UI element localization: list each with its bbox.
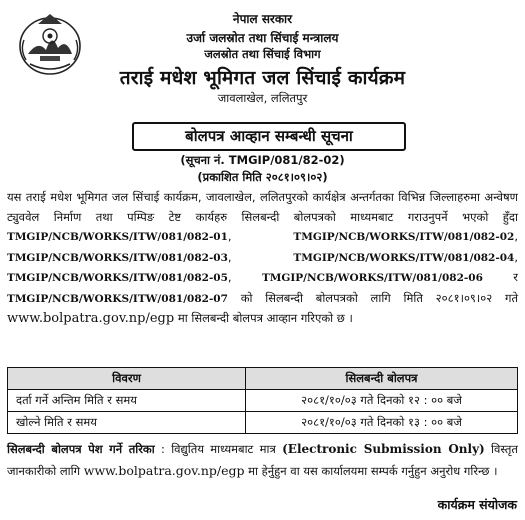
contract-number: TMGIP/NCB/WORKS/ITW/081/082-06	[261, 272, 483, 284]
signatory-title: कार्यक्रम संयोजक	[437, 497, 517, 512]
contract-number: TMGIP/NCB/WORKS/ITW/081/082-01	[7, 231, 228, 243]
row-label: दर्ता गर्ने अन्तिम मिति र समय	[8, 390, 246, 412]
submission-note: सिलबन्दी बोलपत्र पेश गर्ने तरिका : विद्युतिय माध्यमबाट मात्र (Electronic Submission Only) विस्तृत जानकारीको लागि www.bolpatra.gov.np/egp मा हेर्नुहुन वा यस कार्यालयमा सम्पर्क गर्नुहुन अनुरोध गरिन्छ ।	[7, 442, 518, 478]
table-row	[8, 390, 518, 412]
contract-number: TMGIP/NCB/WORKS/ITW/081/082-07	[7, 292, 228, 305]
column-header: सिलबन्दी बोलपत्र	[246, 368, 518, 390]
submission-method: विद्युतिय माध्यमबाट मात्र	[171, 442, 276, 456]
bolpatra-link[interactable]: www.bolpatra.gov.np/egp	[7, 311, 175, 326]
body-closing: को सिलबन्दी बोलपत्रको लागि मिति २०८१।०९।०२ गते	[240, 290, 519, 305]
row-label: खोल्ने मिति र समय	[8, 412, 246, 434]
row-value: २०८१/१०/०३ गते दिनको १२ : ०० बजे	[246, 390, 518, 412]
notice-number: (सूचना नं. TMGIP/081/82-02)	[180, 153, 345, 167]
government-name: नेपाल सरकार	[232, 12, 293, 26]
bolpatra-link-secondary[interactable]: www.bolpatra.gov.np/egp	[83, 463, 245, 478]
column-header: विवरण	[8, 368, 246, 390]
notice-title: बोलपत्र आव्हान सम्बन्धी सूचना	[132, 122, 406, 151]
submission-label: सिलबन्दी बोलपत्र पेश गर्ने तरिका	[7, 442, 155, 456]
contract-number: TMGIP/NCB/WORKS/ITW/081/082-03	[7, 251, 228, 264]
details-text-end: मा हेर्नुहुन वा यस कार्यालयमा सम्पर्क गर्नुहुन अनुरोध गरिन्छ ।	[248, 464, 498, 478]
publish-date: (प्रकाशित मिति २०८१।०९।०२)	[197, 170, 328, 184]
contract-number: TMGIP/NCB/WORKS/ITW/081/082-02	[293, 231, 515, 243]
table-header-row	[8, 368, 518, 390]
department-name: जलस्रोत तथा सिंचाई विभाग	[204, 47, 321, 61]
body-closing-end: मा सिलबन्दी बोलपत्र आव्हान गरिएको छ ।	[177, 311, 353, 325]
details-text: विस्तृत जानकारीको लागि	[7, 442, 518, 478]
body-intro: यस तराई मधेश भूमिगत जल सिंचाई कार्यक्रम, जावलाखेल, ललितपुरको कार्यक्षेत्र अन्तर्गतका विभिन्न जिल्लाहरुमा अन्वेषण ट्युववेल निर्माण तथा पम्पिङ टेष्ट कार्यहरु सिलबन्दी बोलपत्रको माध्यमबाट गराउनुपर्ने भएको हुँदा	[7, 190, 518, 224]
table-row	[8, 412, 518, 434]
row-value: २०८१/१०/०३ गते दिनको १३ : ०० बजे	[246, 412, 518, 434]
office-address: जावलाखेल, ललितपुर	[217, 91, 308, 105]
program-name: तराई मधेश भूमिगत जल सिंचाई कार्यक्रम	[119, 67, 406, 89]
contract-number: TMGIP/NCB/WORKS/ITW/081/082-05	[7, 272, 228, 284]
contract-number: TMGIP/NCB/WORKS/ITW/081/082-04	[293, 251, 515, 264]
notice-body: यस तराई मधेश भूमिगत जल सिंचाई कार्यक्रम, जावलाखेल, ललितपुरको कार्यक्षेत्र अन्तर्गतका विभिन्न जिल्लाहरुमा अन्वेषण ट्युववेल निर्माण तथा पम्पिङ टेष्ट कार्यहरु सिलबन्दी बोलपत्रको माध्यमबाट गराउनुपर्ने भएको हुँदा TMGIP/NCB/WORKS/ITW/081/082-01, TMGIP/NCB/WORKS/ITW/081/082-02, TMGIP/NCB/WORKS/ITW/081/082-03, TMGIP/NCB/WORKS/ITW/081/082-04, TMGIP/NCB/WORKS/ITW/081/082-05, TMGIP/NCB/WORKS/ITW/081/082-06 र TMGIP/NCB/WORKS/ITW/081/082-07 को सिलबन्दी बोलपत्रको लागि मिति २०८१।०९।०२ गते www.bolpatra.gov.np/egp मा सिलबन्दी बोलपत्र आव्हान गरिएको छ ।	[7, 190, 519, 326]
ministry-name: उर्जा जलस्रोत तथा सिंचाई मन्त्रालय	[186, 31, 339, 45]
schedule-table	[7, 367, 518, 434]
submission-method-en: (Electronic Submission Only)	[282, 442, 485, 456]
